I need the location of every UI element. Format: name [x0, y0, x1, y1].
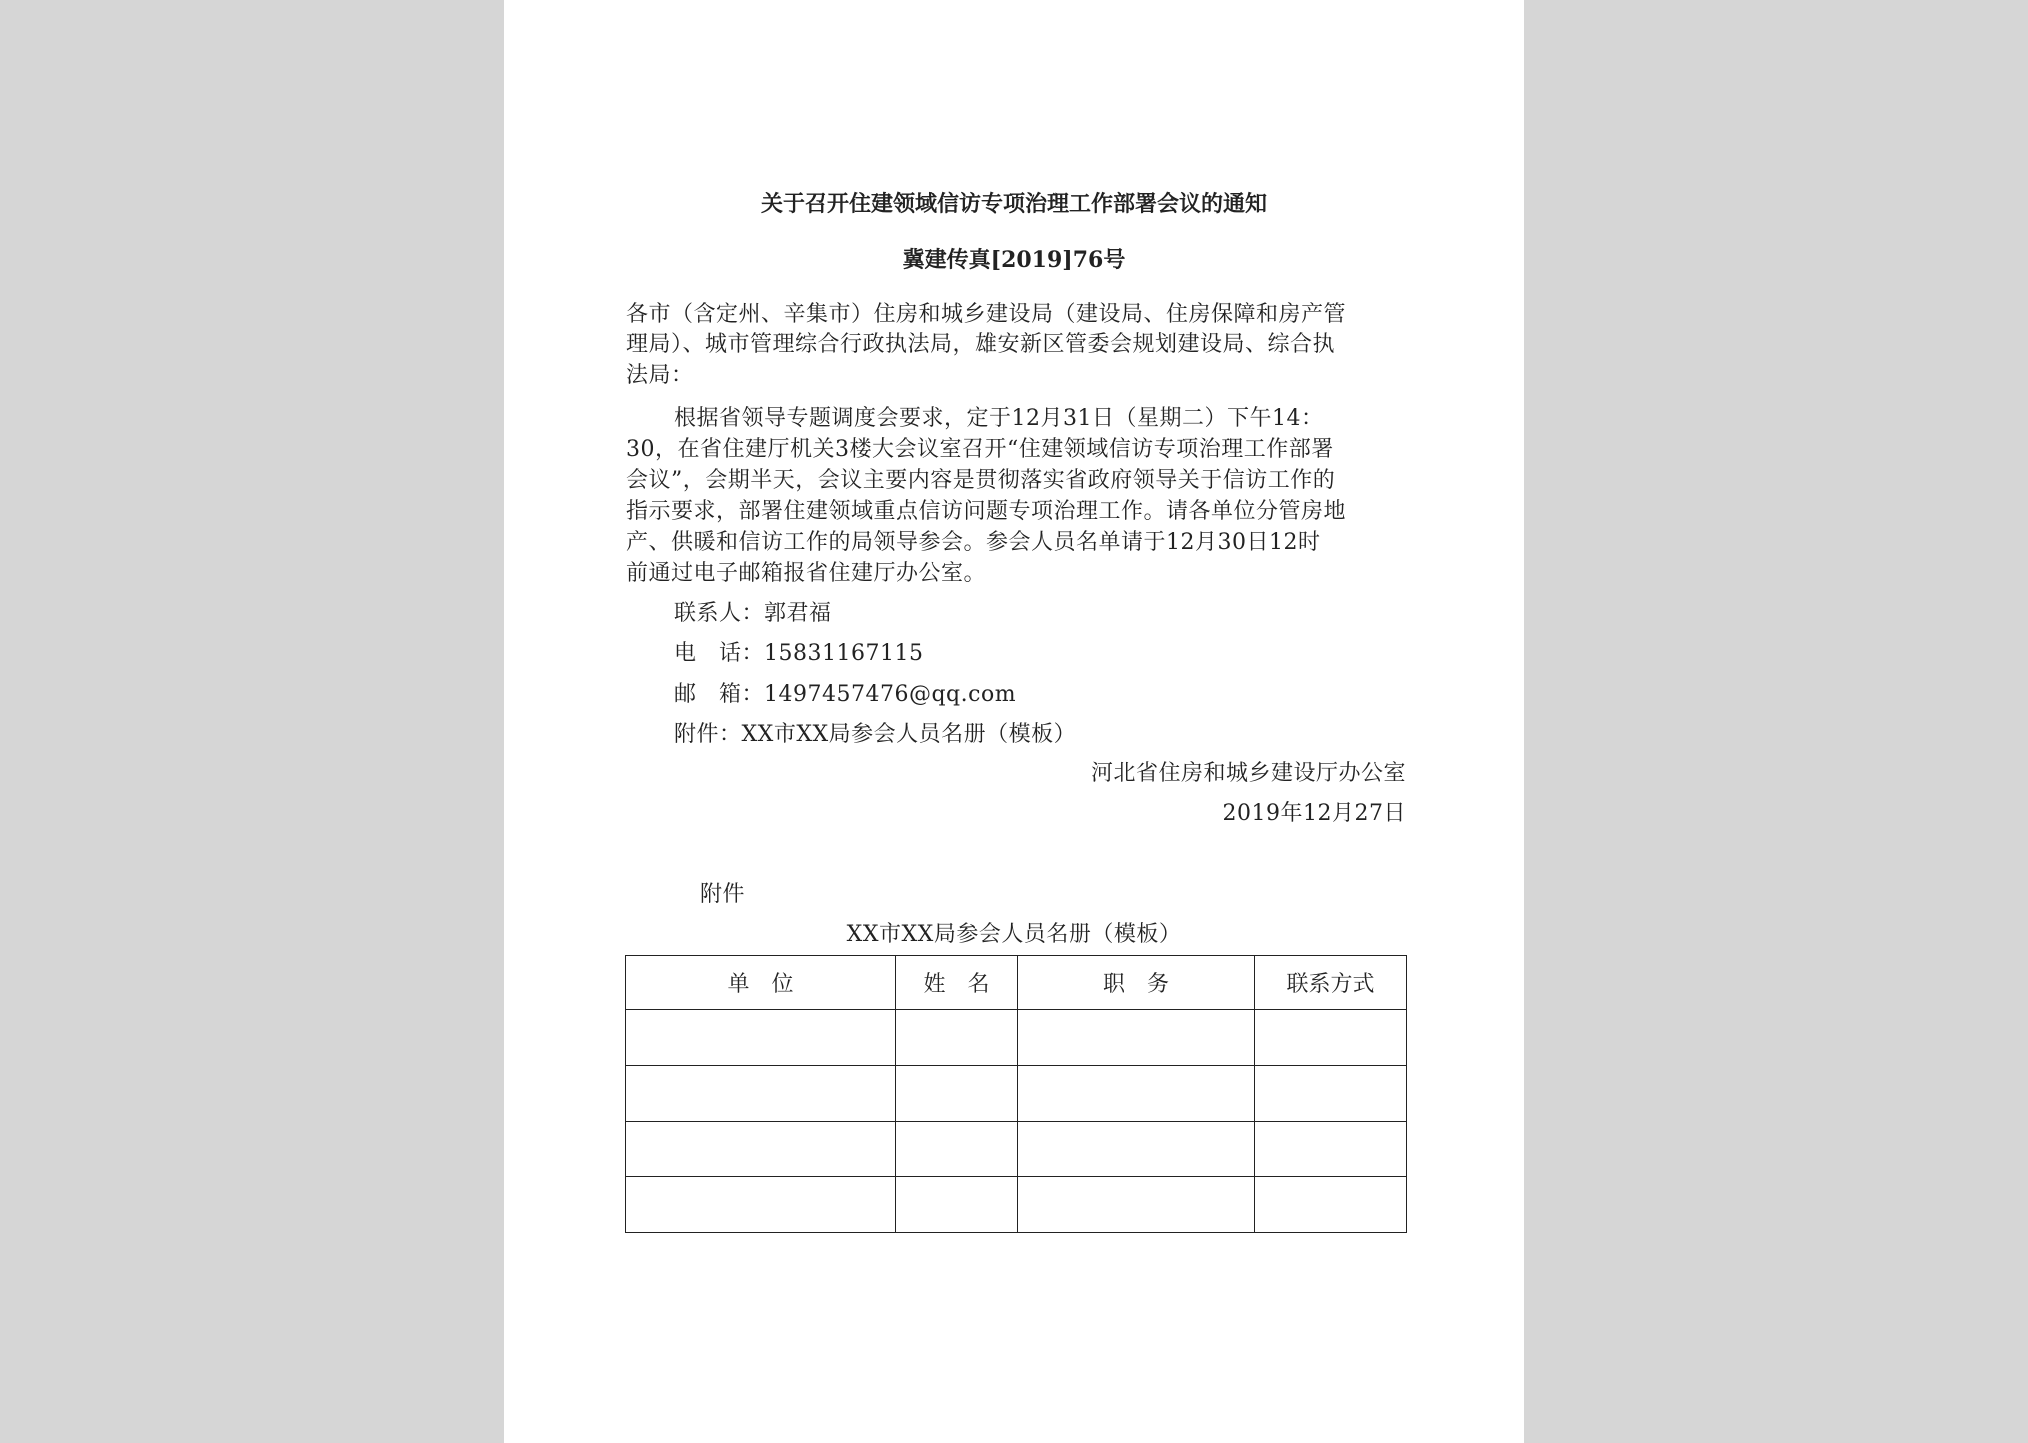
contact-phone: 电 话：15831167115 [674, 641, 924, 666]
appendix-label: 附件 [700, 882, 746, 907]
address-line: 各市（含定州、辛集市）住房和城乡建设局（建设局、住房保障和房产管 [626, 302, 1347, 327]
contact-person: 联系人：郭君福 [674, 601, 832, 626]
table-cell [896, 1121, 1018, 1177]
table-cell [1255, 1065, 1407, 1121]
body-line: 指示要求，部署住建领域重点信访问题专项治理工作。请各单位分管房地 [626, 499, 1347, 524]
contact-email: 邮 箱：1497457476@qq.com [674, 682, 1017, 707]
body-line: 30，在省住建厅机关3楼大会议室召开“住建领域信访专项治理工作部署 [626, 437, 1334, 462]
header-position: 职 务 [1018, 956, 1255, 1010]
table-cell [1018, 1121, 1255, 1177]
table-cell [626, 1065, 896, 1121]
table-cell [1018, 1065, 1255, 1121]
signature-org: 河北省住房和城乡建设厅办公室 [1090, 761, 1406, 786]
document-number: 冀建传真[2019]76号 [902, 247, 1126, 273]
body-line: 根据省领导专题调度会要求，定于12月31日（星期二）下午14： [674, 406, 1324, 431]
table-cell [1255, 1010, 1407, 1066]
table-cell [1018, 1177, 1255, 1233]
table-cell [626, 1121, 896, 1177]
table-cell [1018, 1010, 1255, 1066]
attendee-roster-table [625, 955, 1407, 1233]
attachment-note: 附件：XX市XX局参会人员名册（模板） [674, 722, 1077, 747]
table-cell [896, 1010, 1018, 1066]
header-name: 姓 名 [896, 956, 1018, 1010]
table-row [626, 1065, 1407, 1121]
table-cell [1255, 1177, 1407, 1233]
table-cell [626, 1010, 896, 1066]
address-line: 理局）、城市管理综合行政执法局，雄安新区管委会规划建设局、综合执 [626, 332, 1336, 357]
table-cell [626, 1177, 896, 1233]
body-line: 会议”，会期半天，会议主要内容是贯彻落实省政府领导关于信访工作的 [626, 468, 1336, 493]
body-line: 前通过电子邮箱报省住建厅办公室。 [626, 561, 987, 586]
table-cell [1255, 1121, 1407, 1177]
table-row [626, 1121, 1407, 1177]
appendix-table-title: XX市XX局参会人员名册（模板） [846, 922, 1182, 947]
table-header-row [626, 956, 1407, 1010]
table-cell [896, 1065, 1018, 1121]
document-title: 关于召开住建领域信访专项治理工作部署会议的通知 [760, 191, 1267, 217]
header-contact: 联系方式 [1255, 956, 1407, 1010]
address-line: 法局： [626, 363, 694, 388]
signature-date: 2019年12月27日 [1222, 801, 1406, 826]
header-unit: 单 位 [626, 956, 896, 1010]
table-row [626, 1010, 1407, 1066]
body-line: 产、供暖和信访工作的局领导参会。参会人员名单请于12月30日12时 [626, 530, 1321, 555]
table-cell [896, 1177, 1018, 1233]
table-row [626, 1177, 1407, 1233]
document-page [504, 0, 1524, 1443]
